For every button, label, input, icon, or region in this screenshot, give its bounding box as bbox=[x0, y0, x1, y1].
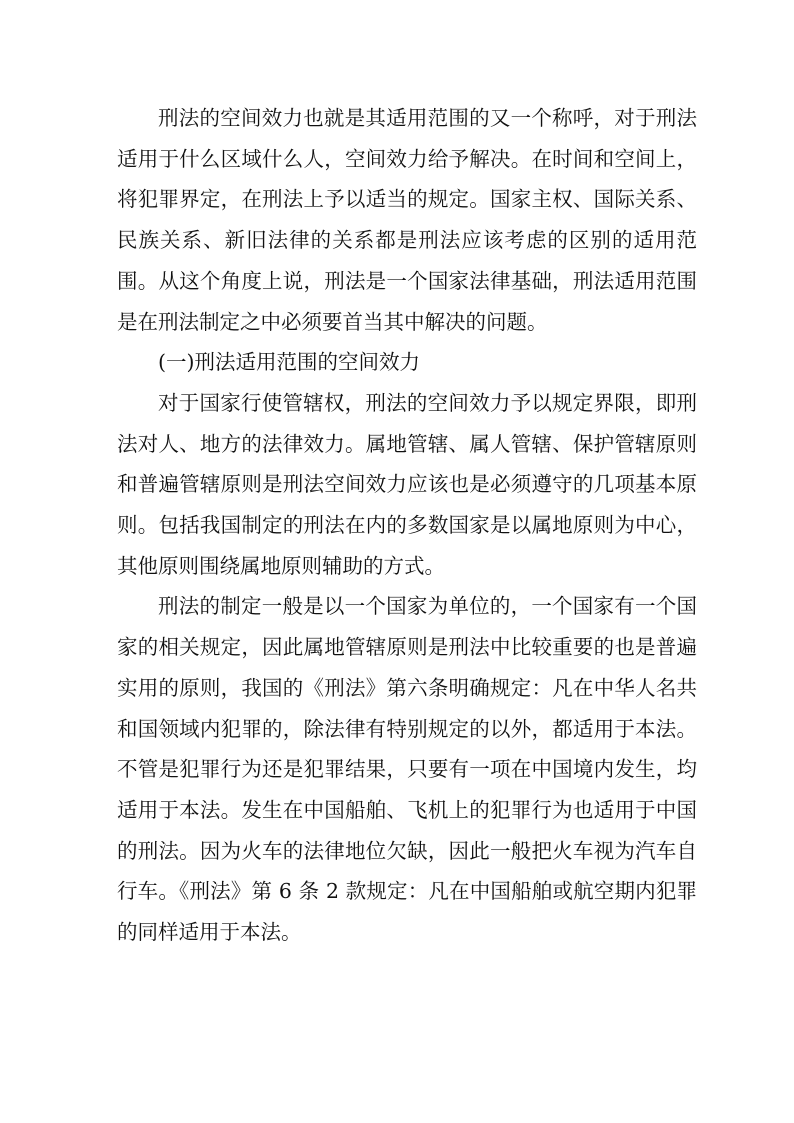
paragraph-jurisdiction-principles: 对于国家行使管辖权，刑法的空间效力予以规定界限，即刑法对人、地方的法律效力。属地管辖、属人管辖、保护管辖原则和普遍管辖原则是刑法空间效力应该也是必须遵守的几项基本原则。包括我国制定的刑法在内的多数国家是以属地原则为中心，其他原则围绕属地原则辅助的方式。 bbox=[117, 390, 697, 578]
paragraph-spatial-effect-intro: 刑法的空间效力也就是其适用范围的又一个称呼，对于刑法适用于什么区域什么人，空间效力给予解决。在时间和空间上，将犯罪界定，在刑法上予以适当的规定。国家主权、国际关系、民族关系、新旧法律的关系都是刑法应该考虑的区别的适用范围。从这个角度上说，刑法是一个国家法律基础，刑法适用范围是在刑法制定之中必须要首当其中解决的问题。 bbox=[117, 106, 697, 334]
paragraph-territorial-principle: 刑法的制定一般是以一个国家为单位的，一个国家有一个国家的相关规定，因此属地管辖原则是刑法中比较重要的也是普遍实用的原则，我国的《刑法》第六条明确规定：凡在中华人名共和国领域内犯罪的，除法律有特别规定的以外，都适用于本法。不管是犯罪行为还是犯罪结果，只要有一项在中国境内发生，均适用于本法。发生在中国船舶、飞机上的犯罪行为也适用于中国的刑法。因为火车的法律地位欠缺，因此一般把火车视为汽车自行车。《刑法》第 6 条 2 款规定：凡在中国船舶或航空期内犯罪的同样适用于本法。 bbox=[117, 594, 697, 945]
document-page bbox=[117, 98, 697, 953]
section-heading-spatial-effect: (一)刑法适用范围的空间效力 bbox=[158, 350, 420, 375]
